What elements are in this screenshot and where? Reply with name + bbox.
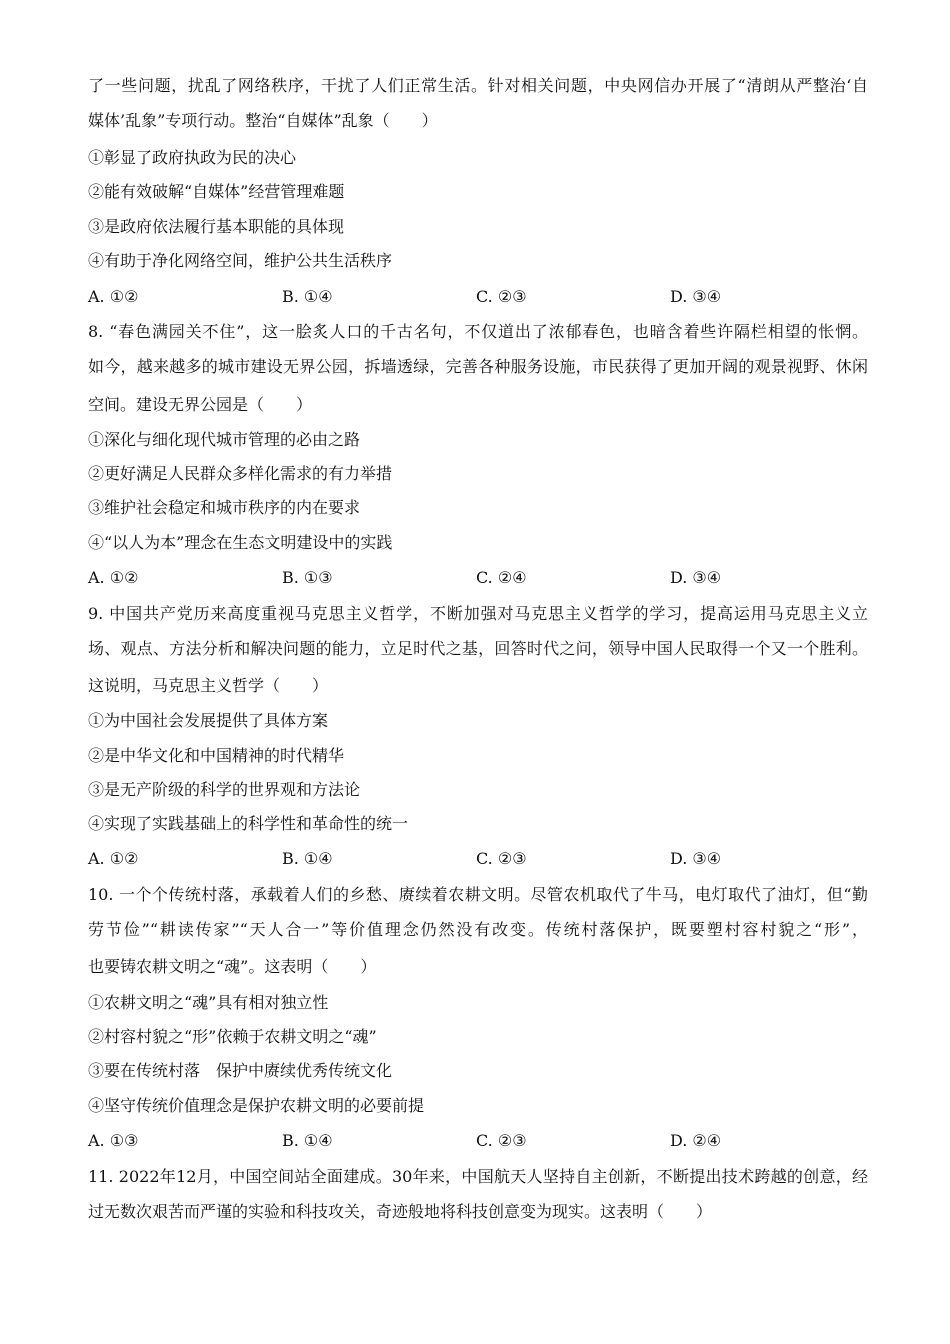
question-stem-line: 如今，越来越多的城市建设无界公园，拆墙透绿，完善各种服务设施，市民获得了更加开阔的观景视野、休闲 [88,357,868,376]
statement-1: ①农耕文明之“魂”具有相对独立性 [88,993,329,1012]
statement-2: ②是中华文化和中国精神的时代精华 [88,746,345,765]
statement-4: ④实现了实践基础上的科学性和革命性的统一 [88,814,409,833]
statement-2: ②能有效破解“自媒体”经营管理难题 [88,182,345,201]
statement-2: ②更好满足人民群众多样化需求的有力举措 [88,464,393,483]
statement-4: ④坚守传统价值理念是保护农耕文明的必要前提 [88,1096,425,1115]
option-a: A. ①② [88,849,139,868]
option-b: B. ①④ [282,1131,333,1150]
option-b: B. ①④ [282,287,333,306]
question-stem-line: 8. “春色满园关不住”，这一脍炙人口的千古名句，不仅道出了浓郁春色，也暗含着些许隔栏相望的怅惘。 [88,322,868,341]
option-b: B. ①③ [282,568,333,587]
statement-3: ③维护社会稳定和城市秩序的内在要求 [88,498,361,517]
question-stem-line: 11. 2022年12月，中国空间站全面建成。30年来，中国航天人坚持自主创新，不断提出技术跨越的创意，经 [88,1167,868,1186]
statement-3: ③是无产阶级的科学的世界观和方法论 [88,780,361,799]
option-d: D. ③④ [670,849,722,868]
question-stem-line: 空间。建设无界公园是（ ） [88,395,313,414]
statement-1: ①深化与细化现代城市管理的必由之路 [88,430,361,449]
option-d: D. ②④ [670,1131,722,1150]
option-a: A. ①③ [88,1131,139,1150]
question-stem-line: 劳节俭”“耕读传家”“天人合一”等价值理念仍然没有改变。传统村落保护，既要塑村容村貌之“形”， [88,920,868,939]
statement-2: ②村容村貌之“形”依赖于农耕文明之“魂” [88,1027,377,1046]
statement-3: ③是政府依法履行基本职能的具体现 [88,217,345,236]
statement-4: ④有助于净化网络空间，维护公共生活秩序 [88,251,393,270]
question-stem-line: 这说明，马克思主义哲学（ ） [88,676,329,695]
option-c: C. ②④ [476,568,527,587]
question-stem-line: 10. 一个个传统村落，承载着人们的乡愁、赓续着农耕文明。尽管农机取代了牛马，电灯取代了油灯，但“勤 [88,885,868,904]
statement-1: ①彰显了政府执政为民的决心 [88,148,297,167]
statement-3: ③要在传统村落 保护中赓续优秀传统文化 [88,1061,393,1080]
statement-1: ①为中国社会发展提供了具体方案 [88,711,329,730]
option-d: D. ③④ [670,287,722,306]
option-a: A. ①② [88,287,139,306]
option-c: C. ②③ [476,849,527,868]
question-stem-line: 场、观点、方法分析和解决问题的能力，立足时代之基，回答时代之问，领导中国人民取得一个又一个胜利。 [88,639,868,658]
option-c: C. ②③ [476,287,527,306]
question-stem-line: 过无数次艰苦而严谨的实验和科技攻关，奇迹般地将科技创意变为现实。这表明（ ） [88,1202,713,1221]
question-stem-line: 也要铸农耕文明之“魂”。这表明（ ） [88,957,377,976]
statement-4: ④“以人为本”理念在生态文明建设中的实践 [88,533,393,552]
question-stem-line: 9. 中国共产党历来高度重视马克思主义哲学，不断加强对马克思主义哲学的学习，提高运用马克思主义立 [88,604,868,623]
option-c: C. ②③ [476,1131,527,1150]
question-stem-line: 了一些问题，扰乱了网络秩序，干扰了人们正常生活。针对相关问题，中央网信办开展了“清朗从严整治‘自 [88,76,868,95]
question-stem-line: 媒体’乱象”专项行动。整治“自媒体”乱象（ ） [88,111,438,130]
option-b: B. ①④ [282,849,333,868]
option-a: A. ①② [88,568,139,587]
option-d: D. ③④ [670,568,722,587]
